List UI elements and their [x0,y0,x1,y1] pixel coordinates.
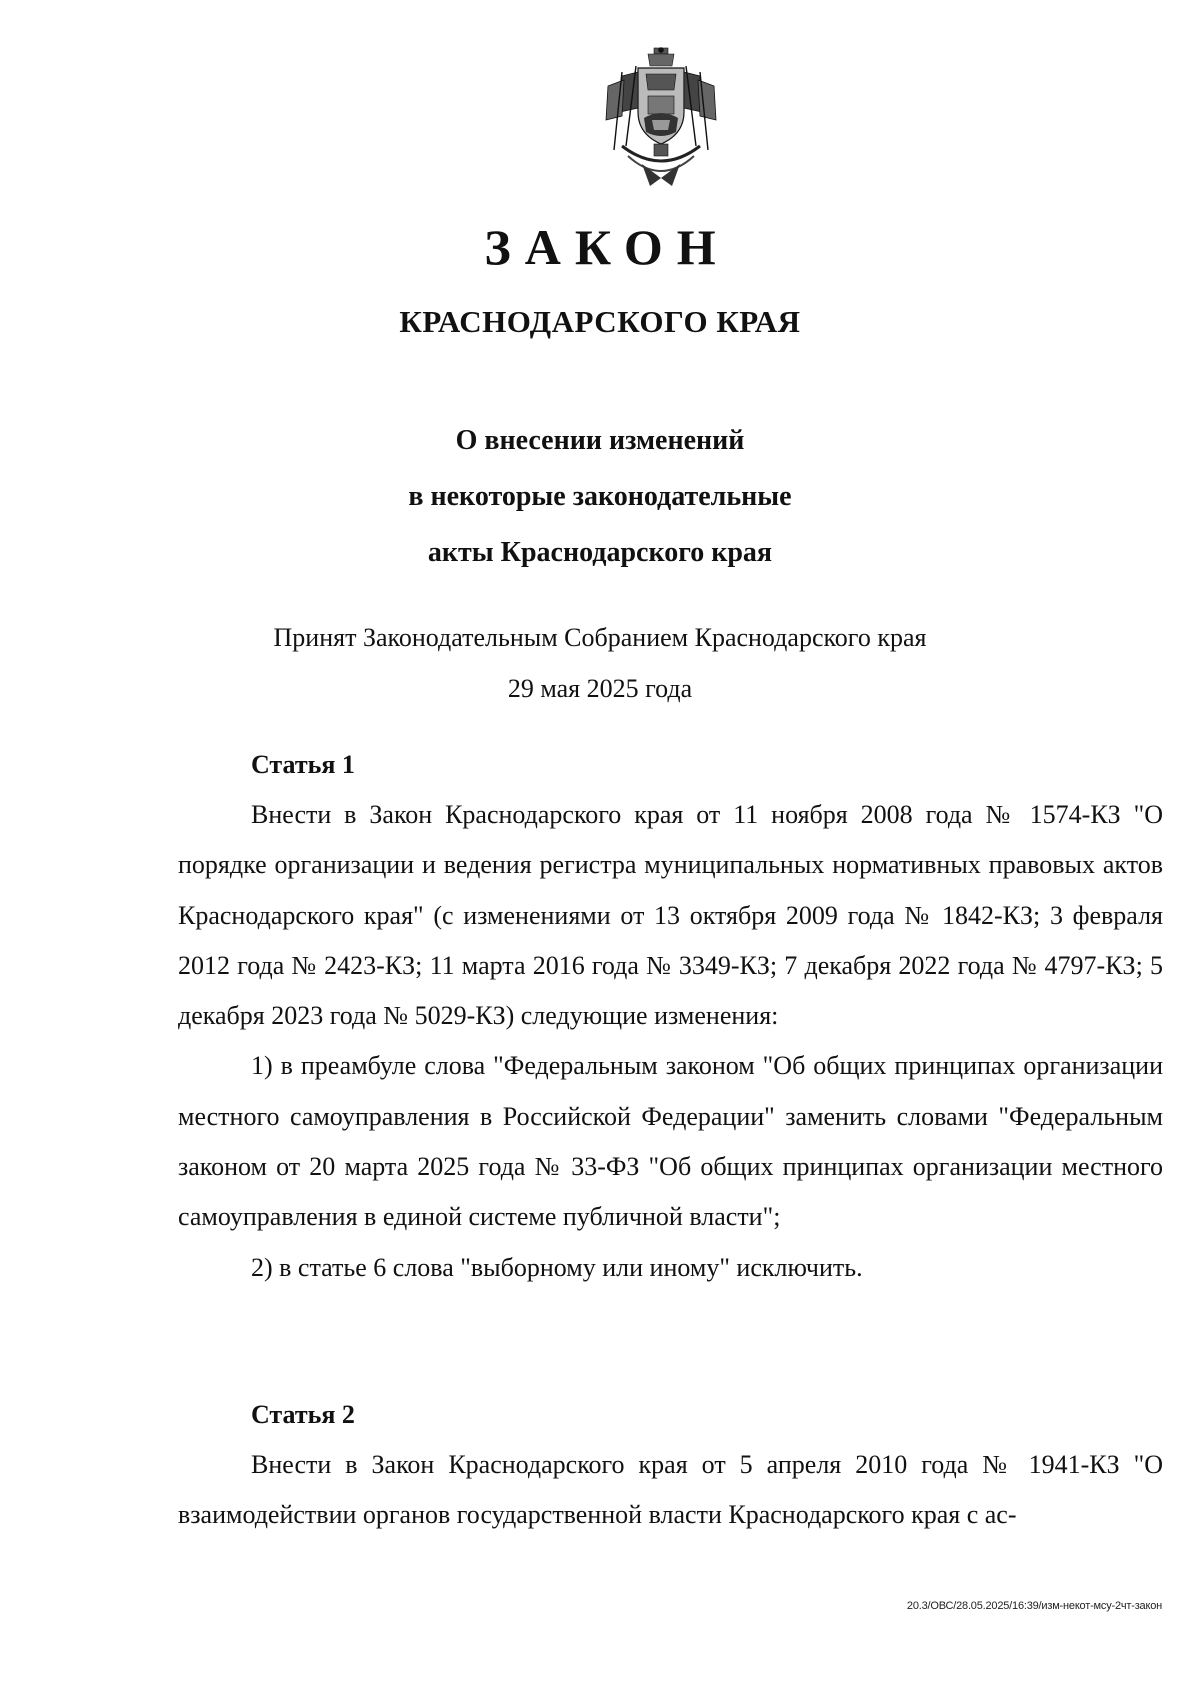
document-footer-code: 20.3/ОВС/28.05.2025/16:39/изм-некот-мсу-2чт-закон [906,1600,1162,1612]
article-heading: Статья 2 [251,1400,355,1429]
article-paragraph: 1) в преамбуле слова "Федеральным законом "Об общих принципах организации местного самоуправления в Российской Федерации" заменить словами "Федеральным законом от 20 марта 2025 года № 33-ФЗ "Об общих принципах организации местного самоуправления в единой системе публичной власти"; [178,1051,1163,1232]
adoption-date: 29 мая 2025 года [507,674,693,703]
article-paragraph: 2) в статье 6 слова "выборному или иному" исключить. [251,1252,863,1282]
article-paragraph: Внести в Закон Краснодарского края от 11 ноября 2008 года № 1574-КЗ "О порядке организации и ведения регистра муниципальных нормативных правовых актов Краснодарского края" (с изменениями от 13 октября 2009 года № 1842-КЗ; 3 февраля 2012 года № 2423-КЗ; 11 марта 2016 года № 3349-КЗ; 7 декабря 2022 года № 4797-КЗ; 5 декабря 2023 года № 5029-КЗ) следующие изменения: [178,800,1163,1031]
article-paragraph: Внести в Закон Краснодарского края от 5 апреля 2010 года № 1941-КЗ "О взаимодействии органов государственной власти Краснодарского края с ас- [178,1450,1163,1530]
law-title: ЗАКОН [484,219,730,275]
article-1 [178,740,1163,1293]
adoption-info [0,612,1200,714]
document-title-line: акты Краснодарского края [427,537,773,568]
article-2 [178,1390,1163,1541]
document-title-line: в некоторые законодательные [408,481,792,512]
article-heading: Статья 1 [251,750,355,779]
adoption-body: Принят Законодательным Собранием Краснодарского края [273,623,927,652]
coat-of-arms-emblem [602,46,720,194]
region-title: КРАСНОДАРСКОГО КРАЯ [399,304,801,339]
document-title-line: О внесении изменений [455,425,745,456]
document-title [0,413,1200,581]
